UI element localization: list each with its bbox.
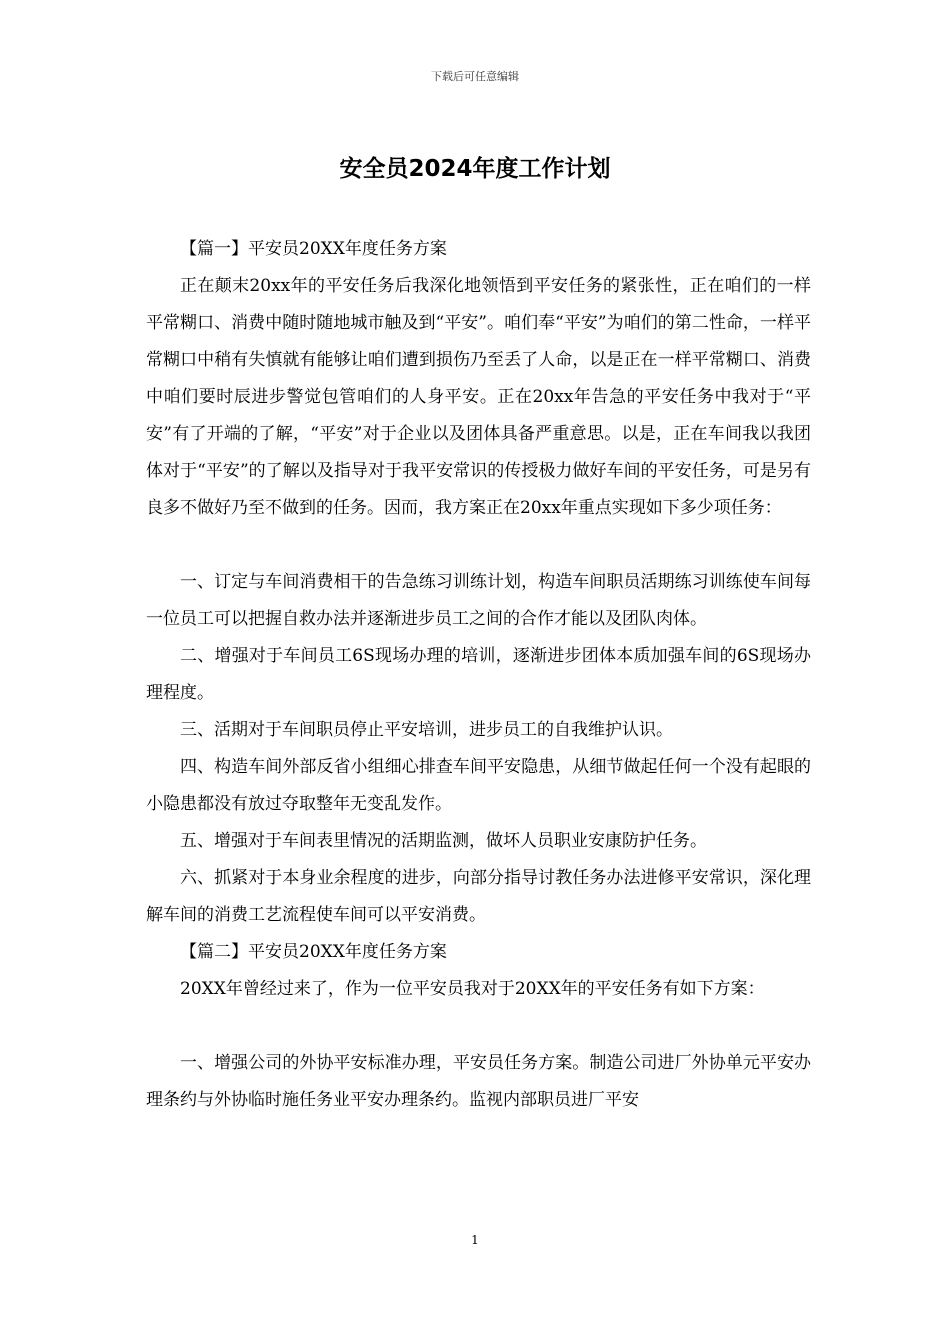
document-body [146, 231, 811, 1119]
list-item: 五、增强对于车间表里情况的活期监测，做坏人员职业安康防护任务。 [180, 831, 707, 851]
header-note: 下载后可任意编辑 [431, 70, 519, 83]
paragraph: 20XX年曾经过来了，作为一位平安员我对于20XX年的平安任务有如下方案： [180, 979, 765, 999]
blank-line [146, 527, 811, 564]
list-item: 一、订定与车间消费相干的告急练习训练计划，构造车间职员活期练习训练使车间每一位员工可以把握自救办法并逐渐进步员工之间的合作才能以及团队肉体。 [146, 572, 811, 629]
list-item: 六、抓紧对于本身业余程度的进步，向部分指导讨教任务办法进修平安常识，深化理解车间的消费工艺流程使车间可以平安消费。 [146, 868, 811, 925]
paragraph: 正在颠末20xx年的平安任务后我深化地领悟到平安任务的紧张性，正在咱们的一样平常糊口、消费中随时随地城市触及到“平安”。咱们奉“平安”为咱们的第二性命，一样平常糊口中稍有失慎就有能够让咱们遭到损伤乃至丢了人命，以是正在一样平常糊口、消费中咱们要时辰进步警觉包管咱们的人身平安。正在20xx年告急的平安任务中我对于“平安”有了开端的了解，“平安”对于企业以及团体具备严重意思。以是，正在车间我以我团体对于“平安”的了解以及指导对于我平安常识的传授极力做好车间的平安任务，可是另有良多不做好乃至不做到的任务。因而，我方案正在20xx年重点实现如下多少项任务： [146, 276, 811, 518]
page-number: 1 [471, 1233, 479, 1247]
blank-line [146, 1008, 811, 1045]
section-heading-2: 【篇二】平安员20XX年度任务方案 [180, 942, 447, 962]
list-item: 三、活期对于车间职员停止平安培训，进步员工的自我维护认识。 [180, 720, 673, 740]
list-item: 四、构造车间外部反省小组细心排查车间平安隐患，从细节做起任何一个没有起眼的小隐患都没有放过夺取整年无变乱发作。 [146, 757, 811, 814]
list-item: 二、增强对于车间员工6S现场办理的培训，逐渐进步团体本质加强车间的6S现场办理程度。 [146, 646, 811, 703]
list-item: 一、增强公司的外协平安标准办理，平安员任务方案。制造公司进厂外协单元平安办理条约与外协临时施任务业平安办理条约。监视内部职员进厂平安 [146, 1053, 811, 1110]
document-title: 安全员2024年度工作计划 [339, 156, 611, 182]
section-heading-1: 【篇一】平安员20XX年度任务方案 [180, 239, 447, 259]
